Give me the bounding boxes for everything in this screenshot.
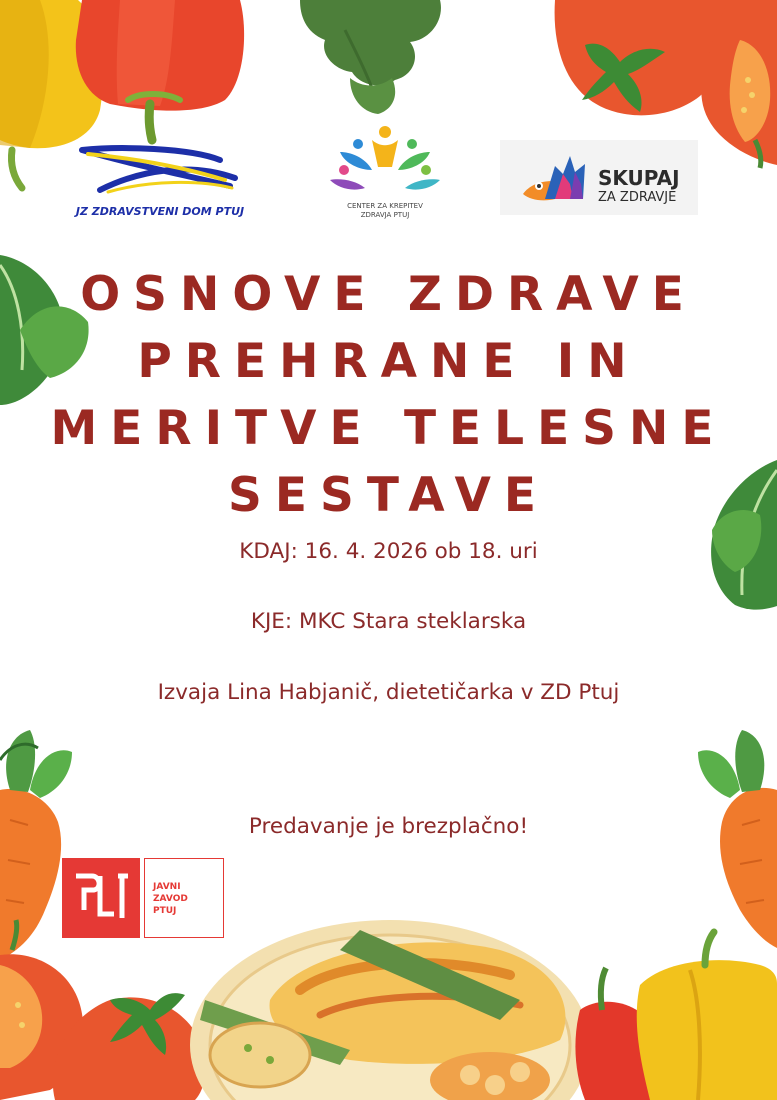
javni-zavod-box xyxy=(144,858,224,938)
skupaj-emblem xyxy=(515,144,595,214)
javni-zavod-logo xyxy=(62,858,224,938)
pepper-bottom-right xyxy=(575,932,777,1100)
skupaj-text-line2: ZA ZDRAVJE xyxy=(598,190,677,205)
tomato-bottom-left xyxy=(0,920,205,1100)
parsley-top xyxy=(300,0,441,114)
event-free: Predavanje je brezplačno! xyxy=(248,814,529,839)
center-text-line1: CENTER ZA KREPITEV xyxy=(347,202,423,210)
plate-with-food xyxy=(190,920,590,1100)
title-line-4: SESTAVE xyxy=(228,468,549,523)
title-line-1: OSNOVE ZDRAVE xyxy=(80,267,697,322)
skupaj-logo xyxy=(500,140,698,215)
center-text-line2: ZDRAVJA PTUJ xyxy=(360,211,410,219)
zd-ptuj-logo xyxy=(60,140,260,225)
javni-zavod-text-2: ZAVOD xyxy=(153,894,188,904)
javni-zavod-text-3: PTUJ xyxy=(153,906,177,916)
red-pepper-top-left xyxy=(76,0,244,140)
javni-zavod-text-1: JAVNI xyxy=(153,882,181,892)
center-people-emblem xyxy=(320,122,450,200)
javni-zavod-emblem xyxy=(62,858,140,938)
event-speaker: Izvaja Lina Habjanič, dietetičarka v ZD Ptuj xyxy=(157,680,620,705)
carrot-right xyxy=(698,730,777,948)
skupaj-text-line1: SKUPAJ xyxy=(598,166,680,190)
center-logo xyxy=(320,122,450,222)
event-where: KJE: MKC Stara steklarska xyxy=(250,609,527,634)
title-line-2: PREHRANE IN xyxy=(137,334,640,389)
title-line-3: MERITVE TELESNE xyxy=(50,401,727,456)
zd-ptuj-text: JZ ZDRAVSTVENI DOM PTUJ xyxy=(75,205,245,218)
zd-ptuj-emblem xyxy=(60,140,260,202)
event-when: KDAJ: 16. 4. 2026 ob 18. uri xyxy=(239,539,538,564)
